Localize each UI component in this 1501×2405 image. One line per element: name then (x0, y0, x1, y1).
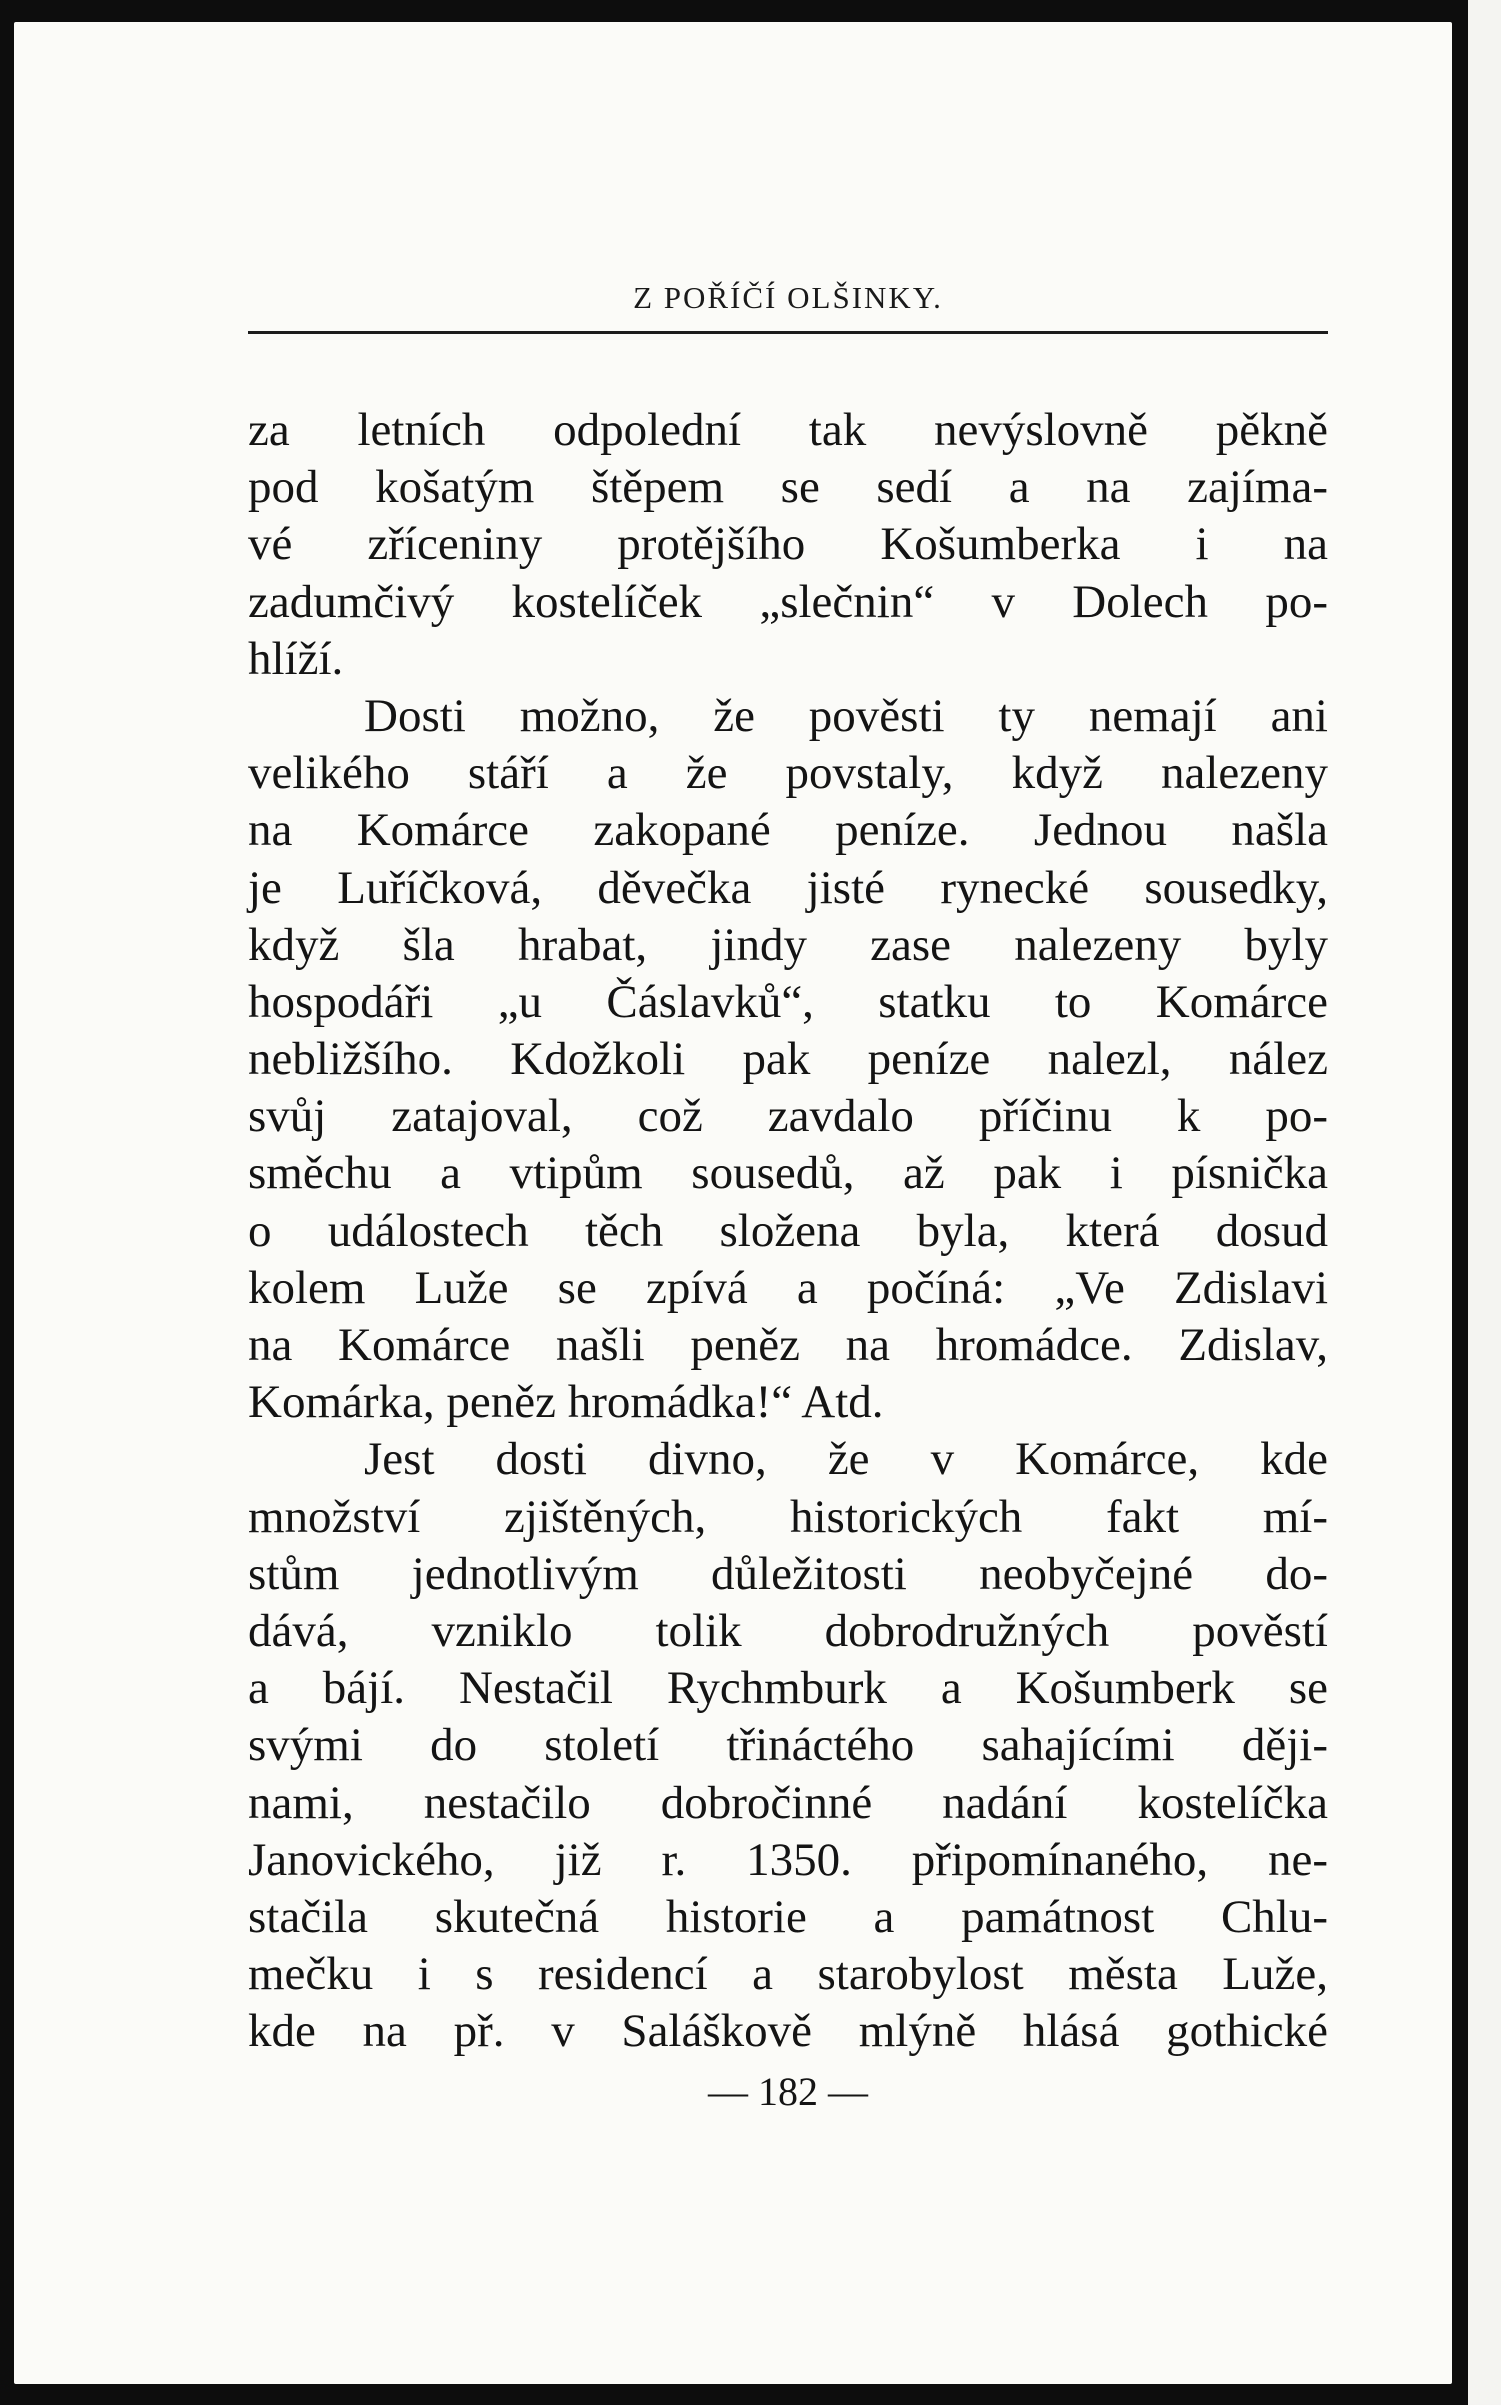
text-line: hospodáři „u Čáslavků“, statku to Komárce (248, 975, 1328, 1028)
text-line: stům jednotlivým důležitosti neobyčejné do- (248, 1547, 1328, 1600)
text-line: pod košatým štěpem se sedí a na zajíma- (248, 461, 1328, 514)
text-line: na Komárce našli peněz na hromádce. Zdislav, (248, 1319, 1328, 1371)
text-line: vé zříceniny protějšího Košumberka i na (248, 518, 1328, 571)
text-line: za letních odpolední tak nevýslovně pěkně (248, 404, 1328, 456)
running-head: Z POŘÍČÍ OLŠINKY. (633, 280, 943, 315)
adjacent-page-edge (1468, 0, 1501, 2405)
text-line: Janovického, již r. 1350. připomínaného, ne- (248, 1833, 1328, 1886)
page-number: — 182 — (708, 2069, 868, 2114)
text-line: množství zjištěných, historických fakt mí- (248, 1490, 1328, 1543)
text-line: je Luříčková, děvečka jisté rynecké sousedky, (248, 861, 1328, 914)
text-line: kolem Luže se zpívá a počíná: „Ve Zdislavi (248, 1261, 1328, 1314)
text-line: když šla hrabat, jindy zase nalezeny byly (248, 918, 1328, 971)
text-line: svůj zatajoval, což zavdalo příčinu k po- (248, 1090, 1328, 1143)
text-line: o událostech těch složena byla, která dosud (248, 1204, 1328, 1257)
text-line: dává, vzniklo tolik dobrodružných pověstí (248, 1604, 1328, 1657)
text-line: velikého stáří a že povstaly, když nalezeny (248, 747, 1328, 800)
text-line: Dosti možno, že pověsti ty nemají ani (364, 689, 1328, 742)
text-line: a bájí. Nestačil Rychmburk a Košumberk se (248, 1662, 1328, 1715)
text-line: svými do století třináctého sahajícími ději- (248, 1719, 1328, 1772)
text-line: mečku i s residencí a starobylost města Luže, (248, 1948, 1328, 2001)
header-rule (248, 331, 1328, 334)
text-line: stačila skutečná historie a památnost Chlu- (248, 1890, 1328, 1943)
text-line: kde na př. v Saláškově mlýně hlásá gothické (248, 2005, 1328, 2058)
text-line: hlíží. (248, 632, 344, 685)
text-line: Jest dosti divno, že v Komárce, kde (364, 1433, 1328, 1486)
text-line: Komárka, peněz hromádka!“ Atd. (248, 1376, 884, 1429)
text-line: nebližšího. Kdožkoli pak peníze nalezl, nález (248, 1033, 1328, 1086)
text-line: nami, nestačilo dobročinné nadání kostelíčka (248, 1776, 1328, 1829)
body-text (248, 402, 1328, 2060)
text-line: směchu a vtipům sousedů, až pak i písnička (248, 1147, 1328, 1200)
text-line: zadumčivý kostelíček „slečnin“ v Dolech po- (248, 575, 1328, 628)
text-line: na Komárce zakopané peníze. Jednou našla (248, 804, 1328, 857)
